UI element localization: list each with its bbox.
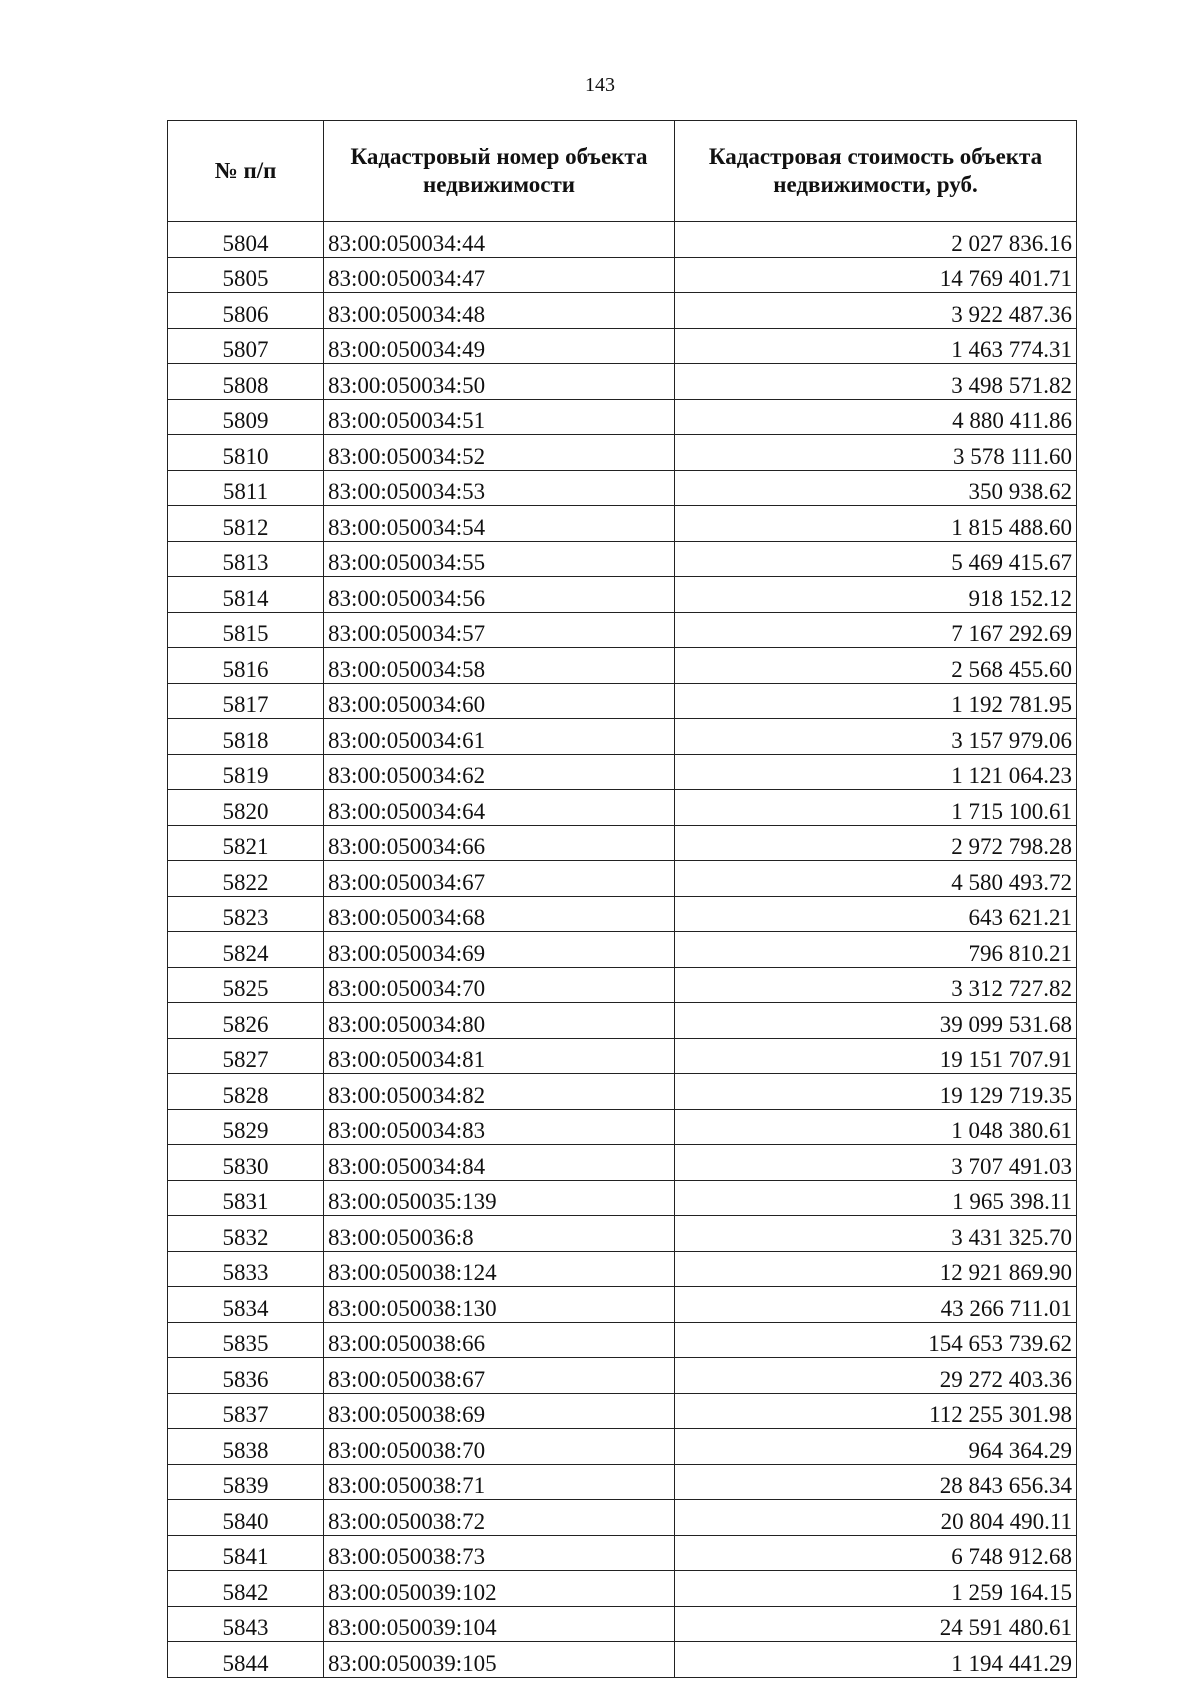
table-row	[168, 967, 1077, 1003]
cadastral-number-cell: 83:00:050034:53	[324, 470, 675, 506]
row-number-cell: 5815	[168, 612, 324, 648]
table-row	[168, 1145, 1077, 1181]
row-number-cell: 5807	[168, 328, 324, 364]
cadastral-value-cell: 350 938.62	[675, 470, 1077, 506]
table-row	[168, 506, 1077, 542]
table-row	[168, 861, 1077, 897]
cadastral-value-cell: 1 259 164.15	[675, 1571, 1077, 1607]
cadastral-value-cell: 6 748 912.68	[675, 1535, 1077, 1571]
cadastral-number-cell: 83:00:050034:64	[324, 790, 675, 826]
cadastral-number-cell: 83:00:050034:84	[324, 1145, 675, 1181]
table-row	[168, 1606, 1077, 1642]
table-row	[168, 1393, 1077, 1429]
table-row	[168, 399, 1077, 435]
cadastral-value-cell: 2 027 836.16	[675, 222, 1077, 258]
cadastral-number-cell: 83:00:050034:67	[324, 861, 675, 897]
table-row	[168, 1322, 1077, 1358]
cadastral-number-cell: 83:00:050038:66	[324, 1322, 675, 1358]
row-number-cell: 5836	[168, 1358, 324, 1394]
cadastral-number-cell: 83:00:050039:104	[324, 1606, 675, 1642]
cadastral-value-cell: 5 469 415.67	[675, 541, 1077, 577]
row-number-cell: 5830	[168, 1145, 324, 1181]
cadastral-value-cell: 4 880 411.86	[675, 399, 1077, 435]
row-number-cell: 5833	[168, 1251, 324, 1287]
cadastral-number-cell: 83:00:050034:66	[324, 825, 675, 861]
cadastral-number-cell: 83:00:050034:69	[324, 932, 675, 968]
cadastral-value-cell: 19 129 719.35	[675, 1074, 1077, 1110]
row-number-cell: 5810	[168, 435, 324, 471]
cadastral-number-cell: 83:00:050036:8	[324, 1216, 675, 1252]
row-number-cell: 5808	[168, 364, 324, 400]
cadastral-number-cell: 83:00:050034:49	[324, 328, 675, 364]
cadastral-value-cell: 39 099 531.68	[675, 1003, 1077, 1039]
cadastral-number-cell: 83:00:050034:62	[324, 754, 675, 790]
table-row	[168, 435, 1077, 471]
row-number-cell: 5835	[168, 1322, 324, 1358]
page-number: 143	[585, 74, 615, 96]
table-row	[168, 541, 1077, 577]
table-row	[168, 1429, 1077, 1465]
table-row	[168, 577, 1077, 613]
cadastral-value-cell: 1 715 100.61	[675, 790, 1077, 826]
table-row	[168, 790, 1077, 826]
row-number-cell: 5829	[168, 1109, 324, 1145]
cadastral-number-cell: 83:00:050034:55	[324, 541, 675, 577]
table-row	[168, 1500, 1077, 1536]
row-number-cell: 5831	[168, 1180, 324, 1216]
cadastral-value-cell: 2 568 455.60	[675, 648, 1077, 684]
cadastral-value-cell: 43 266 711.01	[675, 1287, 1077, 1323]
row-number-cell: 5821	[168, 825, 324, 861]
cadastral-value-cell: 3 431 325.70	[675, 1216, 1077, 1252]
cadastral-value-cell: 3 578 111.60	[675, 435, 1077, 471]
row-number-cell: 5838	[168, 1429, 324, 1465]
table-row	[168, 719, 1077, 755]
row-number-cell: 5837	[168, 1393, 324, 1429]
table-row	[168, 1464, 1077, 1500]
table-row	[168, 1642, 1077, 1678]
table-row	[168, 257, 1077, 293]
table-row	[168, 1003, 1077, 1039]
cadastral-number-cell: 83:00:050034:50	[324, 364, 675, 400]
table-row	[168, 222, 1077, 258]
table-row	[168, 648, 1077, 684]
cadastral-value-cell: 19 151 707.91	[675, 1038, 1077, 1074]
cadastral-value-cell: 4 580 493.72	[675, 861, 1077, 897]
row-number-cell: 5841	[168, 1535, 324, 1571]
row-number-cell: 5805	[168, 257, 324, 293]
cadastral-value-cell: 1 048 380.61	[675, 1109, 1077, 1145]
cadastral-value-cell: 12 921 869.90	[675, 1251, 1077, 1287]
cadastral-number-cell: 83:00:050034:54	[324, 506, 675, 542]
row-number-cell: 5811	[168, 470, 324, 506]
cadastral-number-cell: 83:00:050034:56	[324, 577, 675, 613]
row-number-cell: 5843	[168, 1606, 324, 1642]
cadastral-number-cell: 83:00:050038:67	[324, 1358, 675, 1394]
row-number-cell: 5842	[168, 1571, 324, 1607]
row-number-cell: 5828	[168, 1074, 324, 1110]
cadastral-value-cell: 112 255 301.98	[675, 1393, 1077, 1429]
cadastral-number-cell: 83:00:050034:80	[324, 1003, 675, 1039]
cadastral-value-cell: 14 769 401.71	[675, 257, 1077, 293]
row-number-cell: 5812	[168, 506, 324, 542]
header-num: № п/п	[168, 121, 324, 222]
cadastral-number-cell: 83:00:050034:58	[324, 648, 675, 684]
row-number-cell: 5809	[168, 399, 324, 435]
row-number-cell: 5832	[168, 1216, 324, 1252]
table-row	[168, 1358, 1077, 1394]
cadastral-value-cell: 24 591 480.61	[675, 1606, 1077, 1642]
cadastral-value-cell: 29 272 403.36	[675, 1358, 1077, 1394]
row-number-cell: 5822	[168, 861, 324, 897]
row-number-cell: 5804	[168, 222, 324, 258]
cadastral-number-cell: 83:00:050034:51	[324, 399, 675, 435]
table-row	[168, 1180, 1077, 1216]
cadastral-number-cell: 83:00:050034:81	[324, 1038, 675, 1074]
cadastral-value-cell: 796 810.21	[675, 932, 1077, 968]
row-number-cell: 5816	[168, 648, 324, 684]
table-row	[168, 683, 1077, 719]
cadastral-number-cell: 83:00:050038:69	[324, 1393, 675, 1429]
cadastral-value-cell: 28 843 656.34	[675, 1464, 1077, 1500]
table-row	[168, 932, 1077, 968]
table-row	[168, 896, 1077, 932]
table-row	[168, 1109, 1077, 1145]
cadastral-value-cell: 20 804 490.11	[675, 1500, 1077, 1536]
table-row	[168, 1216, 1077, 1252]
cadastral-value-table	[167, 120, 1077, 1678]
table-row	[168, 825, 1077, 861]
header-cadastral-value: Кадастровая стоимость объекта недвижимости, руб.	[675, 121, 1077, 222]
cadastral-number-cell: 83:00:050038:124	[324, 1251, 675, 1287]
cadastral-number-cell: 83:00:050034:52	[324, 435, 675, 471]
cadastral-value-cell: 7 167 292.69	[675, 612, 1077, 648]
table-row	[168, 1287, 1077, 1323]
cadastral-number-cell: 83:00:050039:102	[324, 1571, 675, 1607]
row-number-cell: 5820	[168, 790, 324, 826]
row-number-cell: 5834	[168, 1287, 324, 1323]
cadastral-number-cell: 83:00:050034:61	[324, 719, 675, 755]
row-number-cell: 5818	[168, 719, 324, 755]
row-number-cell: 5827	[168, 1038, 324, 1074]
row-number-cell: 5817	[168, 683, 324, 719]
cadastral-value-cell: 964 364.29	[675, 1429, 1077, 1465]
cadastral-value-cell: 1 121 064.23	[675, 754, 1077, 790]
row-number-cell: 5825	[168, 967, 324, 1003]
row-number-cell: 5839	[168, 1464, 324, 1500]
header-cadastral-number: Кадастровый номер объекта недвижимости	[324, 121, 675, 222]
row-number-cell: 5824	[168, 932, 324, 968]
cadastral-value-cell: 1 815 488.60	[675, 506, 1077, 542]
table-row	[168, 1038, 1077, 1074]
cadastral-value-cell: 3 498 571.82	[675, 364, 1077, 400]
cadastral-value-cell: 3 922 487.36	[675, 293, 1077, 329]
row-number-cell: 5840	[168, 1500, 324, 1536]
cadastral-number-cell: 83:00:050038:70	[324, 1429, 675, 1465]
cadastral-number-cell: 83:00:050035:139	[324, 1180, 675, 1216]
table-row	[168, 470, 1077, 506]
row-number-cell: 5819	[168, 754, 324, 790]
row-number-cell: 5813	[168, 541, 324, 577]
table-row	[168, 328, 1077, 364]
table-header	[168, 121, 1077, 222]
cadastral-number-cell: 83:00:050038:130	[324, 1287, 675, 1323]
cadastral-value-cell: 2 972 798.28	[675, 825, 1077, 861]
cadastral-number-cell: 83:00:050038:73	[324, 1535, 675, 1571]
cadastral-value-cell: 3 157 979.06	[675, 719, 1077, 755]
cadastral-number-cell: 83:00:050034:47	[324, 257, 675, 293]
cadastral-number-cell: 83:00:050034:70	[324, 967, 675, 1003]
cadastral-value-cell: 643 621.21	[675, 896, 1077, 932]
cadastral-value-cell: 1 965 398.11	[675, 1180, 1077, 1216]
table-body	[168, 222, 1077, 1678]
cadastral-number-cell: 83:00:050038:71	[324, 1464, 675, 1500]
cadastral-number-cell: 83:00:050034:82	[324, 1074, 675, 1110]
table-row	[168, 1074, 1077, 1110]
cadastral-value-cell: 918 152.12	[675, 577, 1077, 613]
row-number-cell: 5814	[168, 577, 324, 613]
cadastral-number-cell: 83:00:050034:44	[324, 222, 675, 258]
table-row	[168, 612, 1077, 648]
table-row	[168, 1535, 1077, 1571]
cadastral-number-cell: 83:00:050034:83	[324, 1109, 675, 1145]
cadastral-number-cell: 83:00:050034:68	[324, 896, 675, 932]
row-number-cell: 5823	[168, 896, 324, 932]
cadastral-value-cell: 3 707 491.03	[675, 1145, 1077, 1181]
row-number-cell: 5826	[168, 1003, 324, 1039]
row-number-cell: 5806	[168, 293, 324, 329]
table-row	[168, 1251, 1077, 1287]
cadastral-number-cell: 83:00:050039:105	[324, 1642, 675, 1678]
header-row	[168, 121, 1077, 222]
table-row	[168, 1571, 1077, 1607]
cadastral-value-cell: 1 194 441.29	[675, 1642, 1077, 1678]
cadastral-value-cell: 3 312 727.82	[675, 967, 1077, 1003]
row-number-cell: 5844	[168, 1642, 324, 1678]
cadastral-value-cell: 154 653 739.62	[675, 1322, 1077, 1358]
table-row	[168, 754, 1077, 790]
cadastral-value-cell: 1 192 781.95	[675, 683, 1077, 719]
cadastral-number-cell: 83:00:050034:57	[324, 612, 675, 648]
cadastral-value-cell: 1 463 774.31	[675, 328, 1077, 364]
cadastral-number-cell: 83:00:050034:48	[324, 293, 675, 329]
table-row	[168, 364, 1077, 400]
cadastral-number-cell: 83:00:050038:72	[324, 1500, 675, 1536]
cadastral-number-cell: 83:00:050034:60	[324, 683, 675, 719]
table-row	[168, 293, 1077, 329]
